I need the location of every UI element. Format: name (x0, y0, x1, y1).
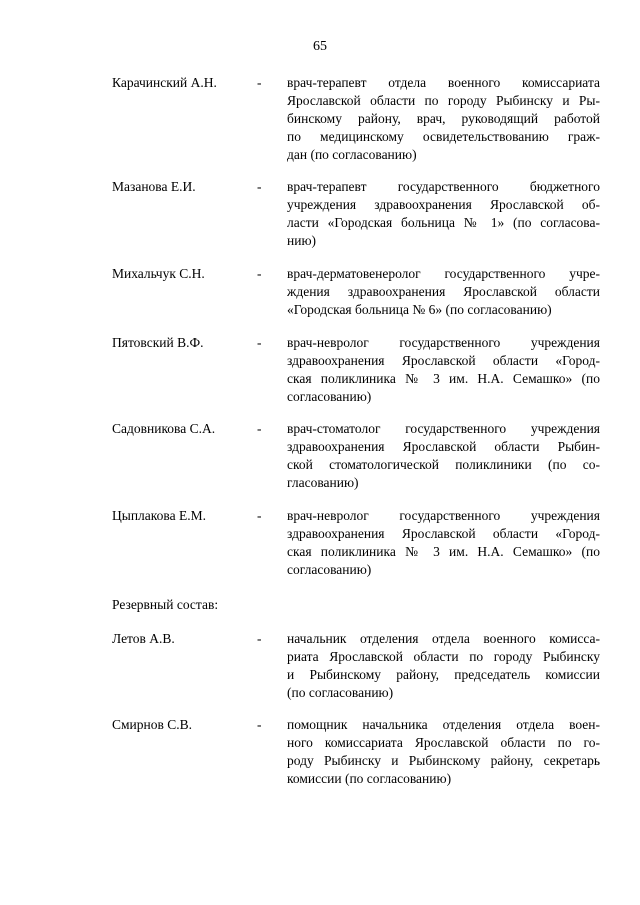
position-line: согласованию) (287, 389, 372, 404)
position-line: ская поликлиника № 3 им. Н.А. Семашко» (по (287, 544, 600, 559)
position-line: ской стоматологической поликлиники (по со- (287, 457, 600, 472)
member-name: Мазанова Е.И. (112, 179, 196, 194)
position-line: «Городская больница № 6» (по согласованию) (287, 302, 552, 317)
dash-separator: - (257, 421, 262, 436)
member-name: Цыплакова Е.М. (112, 508, 206, 523)
dash-separator: - (257, 717, 262, 732)
member-position (287, 716, 600, 788)
position-line: комиссии (по согласованию) (287, 771, 452, 786)
dash-separator: - (257, 508, 262, 523)
position-line: врач-невролог государственного учреждения (287, 508, 600, 523)
position-line: врач-стоматолог государственного учреждения (287, 421, 600, 436)
member-position (287, 630, 600, 702)
position-line: по медицинскому освидетельствованию граж- (287, 129, 600, 144)
member-name: Садовникова С.А. (112, 421, 216, 436)
position-line: врач-невролог государственного учреждения (287, 335, 600, 350)
position-line: ская поликлиника № 3 им. Н.А. Семашко» (по (287, 371, 600, 386)
position-line: врач-дерматовенеролог государственного учре- (287, 266, 600, 281)
position-line: нию) (287, 233, 317, 248)
member-name: Карачинский А.Н. (112, 75, 217, 90)
position-line: врач-терапевт отдела военного комиссариата (287, 75, 600, 90)
member-name: Смирнов С.В. (112, 717, 193, 732)
dash-separator: - (257, 335, 262, 350)
position-line: бинскому району, врач, руководящий работой (287, 111, 600, 126)
member-position (287, 265, 600, 319)
member-name: Летов А.В. (112, 631, 175, 646)
dash-separator: - (257, 75, 262, 90)
position-line: ного комиссариата Ярославской области по го- (287, 735, 600, 750)
position-line: (по согласованию) (287, 685, 394, 700)
position-line: согласованию) (287, 562, 372, 577)
position-line: начальник отделения отдела военного комисса- (287, 631, 600, 646)
position-line: ждения здравоохранения Ярославской области (287, 284, 600, 299)
position-line: здравоохранения Ярославской области Рыбин- (287, 439, 600, 454)
position-line: Ярославской области по городу Рыбинску и Ры- (287, 93, 600, 108)
member-name: Пятовский В.Ф. (112, 335, 204, 350)
member-position (287, 334, 600, 406)
position-line: здравоохранения Ярославской области «Город- (287, 526, 600, 541)
dash-separator: - (257, 179, 262, 194)
position-line: учреждения здравоохранения Ярославской об- (287, 197, 600, 212)
reserve-heading: Резервный состав: (112, 597, 219, 612)
position-line: врач-терапевт государственного бюджетного (287, 179, 600, 194)
position-line: и Рыбинскому району, председатель комиссии (287, 667, 600, 682)
dash-separator: - (257, 266, 262, 281)
position-line: ласти «Городская больница № 1» (по согласова- (287, 215, 600, 230)
member-position (287, 420, 600, 492)
position-line: здравоохранения Ярославской области «Город- (287, 353, 600, 368)
member-position (287, 74, 600, 164)
position-line: дан (по согласованию) (287, 147, 417, 162)
position-line: гласованию) (287, 475, 359, 490)
member-name: Михальчук С.Н. (112, 266, 205, 281)
member-position (287, 507, 600, 579)
dash-separator: - (257, 631, 262, 646)
member-position (287, 178, 600, 250)
page-number: 65 (313, 39, 327, 54)
position-line: риата Ярославской области по городу Рыбинску (287, 649, 600, 664)
position-line: роду Рыбинску и Рыбинскому району, секретарь (287, 753, 600, 768)
position-line: помощник начальника отделения отдела воен- (287, 717, 600, 732)
